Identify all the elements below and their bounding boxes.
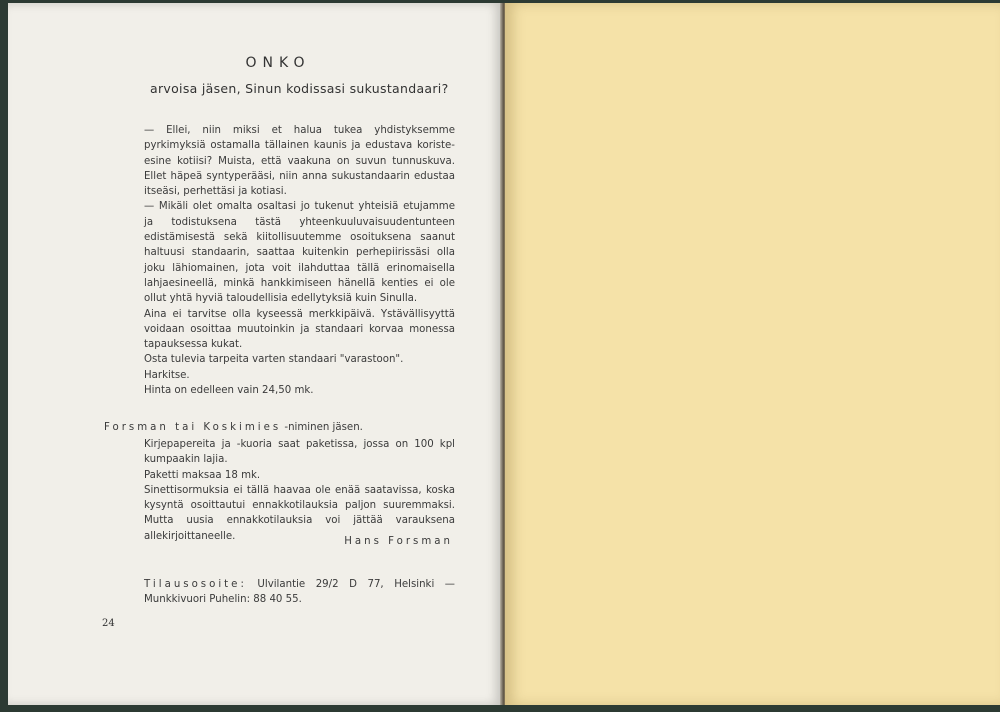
paragraph-4: Osta tulevia tarpeita varten standaari "varastoon". [144, 354, 404, 366]
order-address [144, 577, 455, 608]
forsman-paragraph-3: Sinettisormuksia ei tällä haavaa ole enää saatavissa, koska kysyntä osoittautui ennakkotilauksia paljon suuremmaksi. Mutta uusia ennakkotilauksia voi jättää varauksena allekirjoittaneelle. [144, 484, 455, 542]
page-title: ONKO [245, 55, 311, 71]
paragraph-6: Hinta on edelleen vain 24,50 mk. [144, 385, 314, 397]
page-subtitle: arvoisa jäsen, Sinun kodissasi sukustandaari? [150, 81, 449, 96]
forsman-names: Forsman tai Koskimies [104, 422, 282, 433]
paragraph-3: Aina ei tarvitse olla kyseessä merkkipäivä. Ystävällisyyttä voidaan osoittaa muutoinkin ja standaari korvaa monessa tapauksessa kukat. [144, 308, 455, 351]
right-page-blank [505, 3, 1000, 705]
forsman-heading [104, 422, 464, 433]
left-page [8, 3, 502, 705]
forsman-paragraph-2: Paketti maksaa 18 mk. [144, 469, 261, 481]
order-text: Ulvilantie 29/2 D 77, Helsinki — Munkkivuori Puhelin: 88 40 55. [144, 579, 455, 606]
order-label: Tilausosoite: [144, 579, 247, 590]
paragraph-2: — Mikäli olet omalta osaltasi jo tukenut yhteisiä etujamme ja todistuksena tästä yhteenkuuluvaisuudentunteen edistämisestä sekä kiitollisuutemme osoituksena saanut haltuusi standaarin, saattaa kuitenkin perhepiirissäsi olla joku lähiomainen, jota voit ilahduttaa tällä erinomaisella lahjaesineellä, minkä hankkimiseen hänellä kenties ei ole ollut yhtä hyviä taloudellisia edellytyksiä kuin Sinulla. [144, 201, 455, 305]
paragraph-5: Harkitse. [144, 369, 190, 381]
forsman-text [144, 437, 455, 544]
paragraph-1: — Ellei, niin miksi et halua tukea yhdistyksemme pyrkimyksiä ostamalla tällainen kaunis ja edustava koriste-esine kotiisi? Muista, että vaakuna on suvun tunnuskuva. Ellet häpeä syntyperääsi, niin anna sukustandaarin edustaa itseäsi, perhettäsi ja kotiasi. [144, 125, 455, 198]
forsman-paragraph-1: Kirjepapereita ja -kuoria saat paketissa, jossa on 100 kpl kumpaakin lajia. [144, 439, 455, 466]
body-text [144, 123, 455, 398]
page-number: 24 [102, 618, 115, 629]
signature: Hans Forsman [344, 536, 453, 547]
forsman-suffix: -niminen jäsen. [281, 422, 363, 433]
